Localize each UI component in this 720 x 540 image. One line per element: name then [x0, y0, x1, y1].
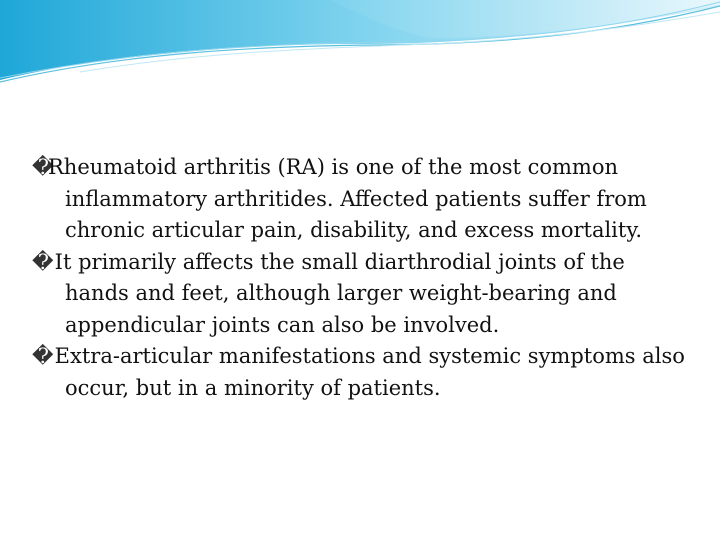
bullet-text: Extra-articular manifestations and systemic symptoms also occur, but in a minority of patients.: [48, 344, 685, 400]
bullet-list: [32, 152, 692, 404]
bullet-marker: �: [32, 249, 54, 274]
bullet-text: Rheumatoid arthritis (RA) is one of the most common inflammatory arthritides. Affected patients suffer from chronic articular pain, disability, and excess mortality.: [48, 155, 647, 242]
decorative-wave: [0, 0, 720, 100]
bullet-marker: �: [32, 155, 54, 179]
bullet-text: It primarily affects the small diarthrodial joints of the hands and feet, although larger weight-bearing and appendicular joints can also be involved.: [48, 249, 625, 337]
bullet-item-1: [32, 152, 692, 247]
bullet-item-2: [32, 247, 692, 342]
bullet-item-3: [32, 341, 692, 404]
bullet-marker: �: [32, 344, 54, 368]
